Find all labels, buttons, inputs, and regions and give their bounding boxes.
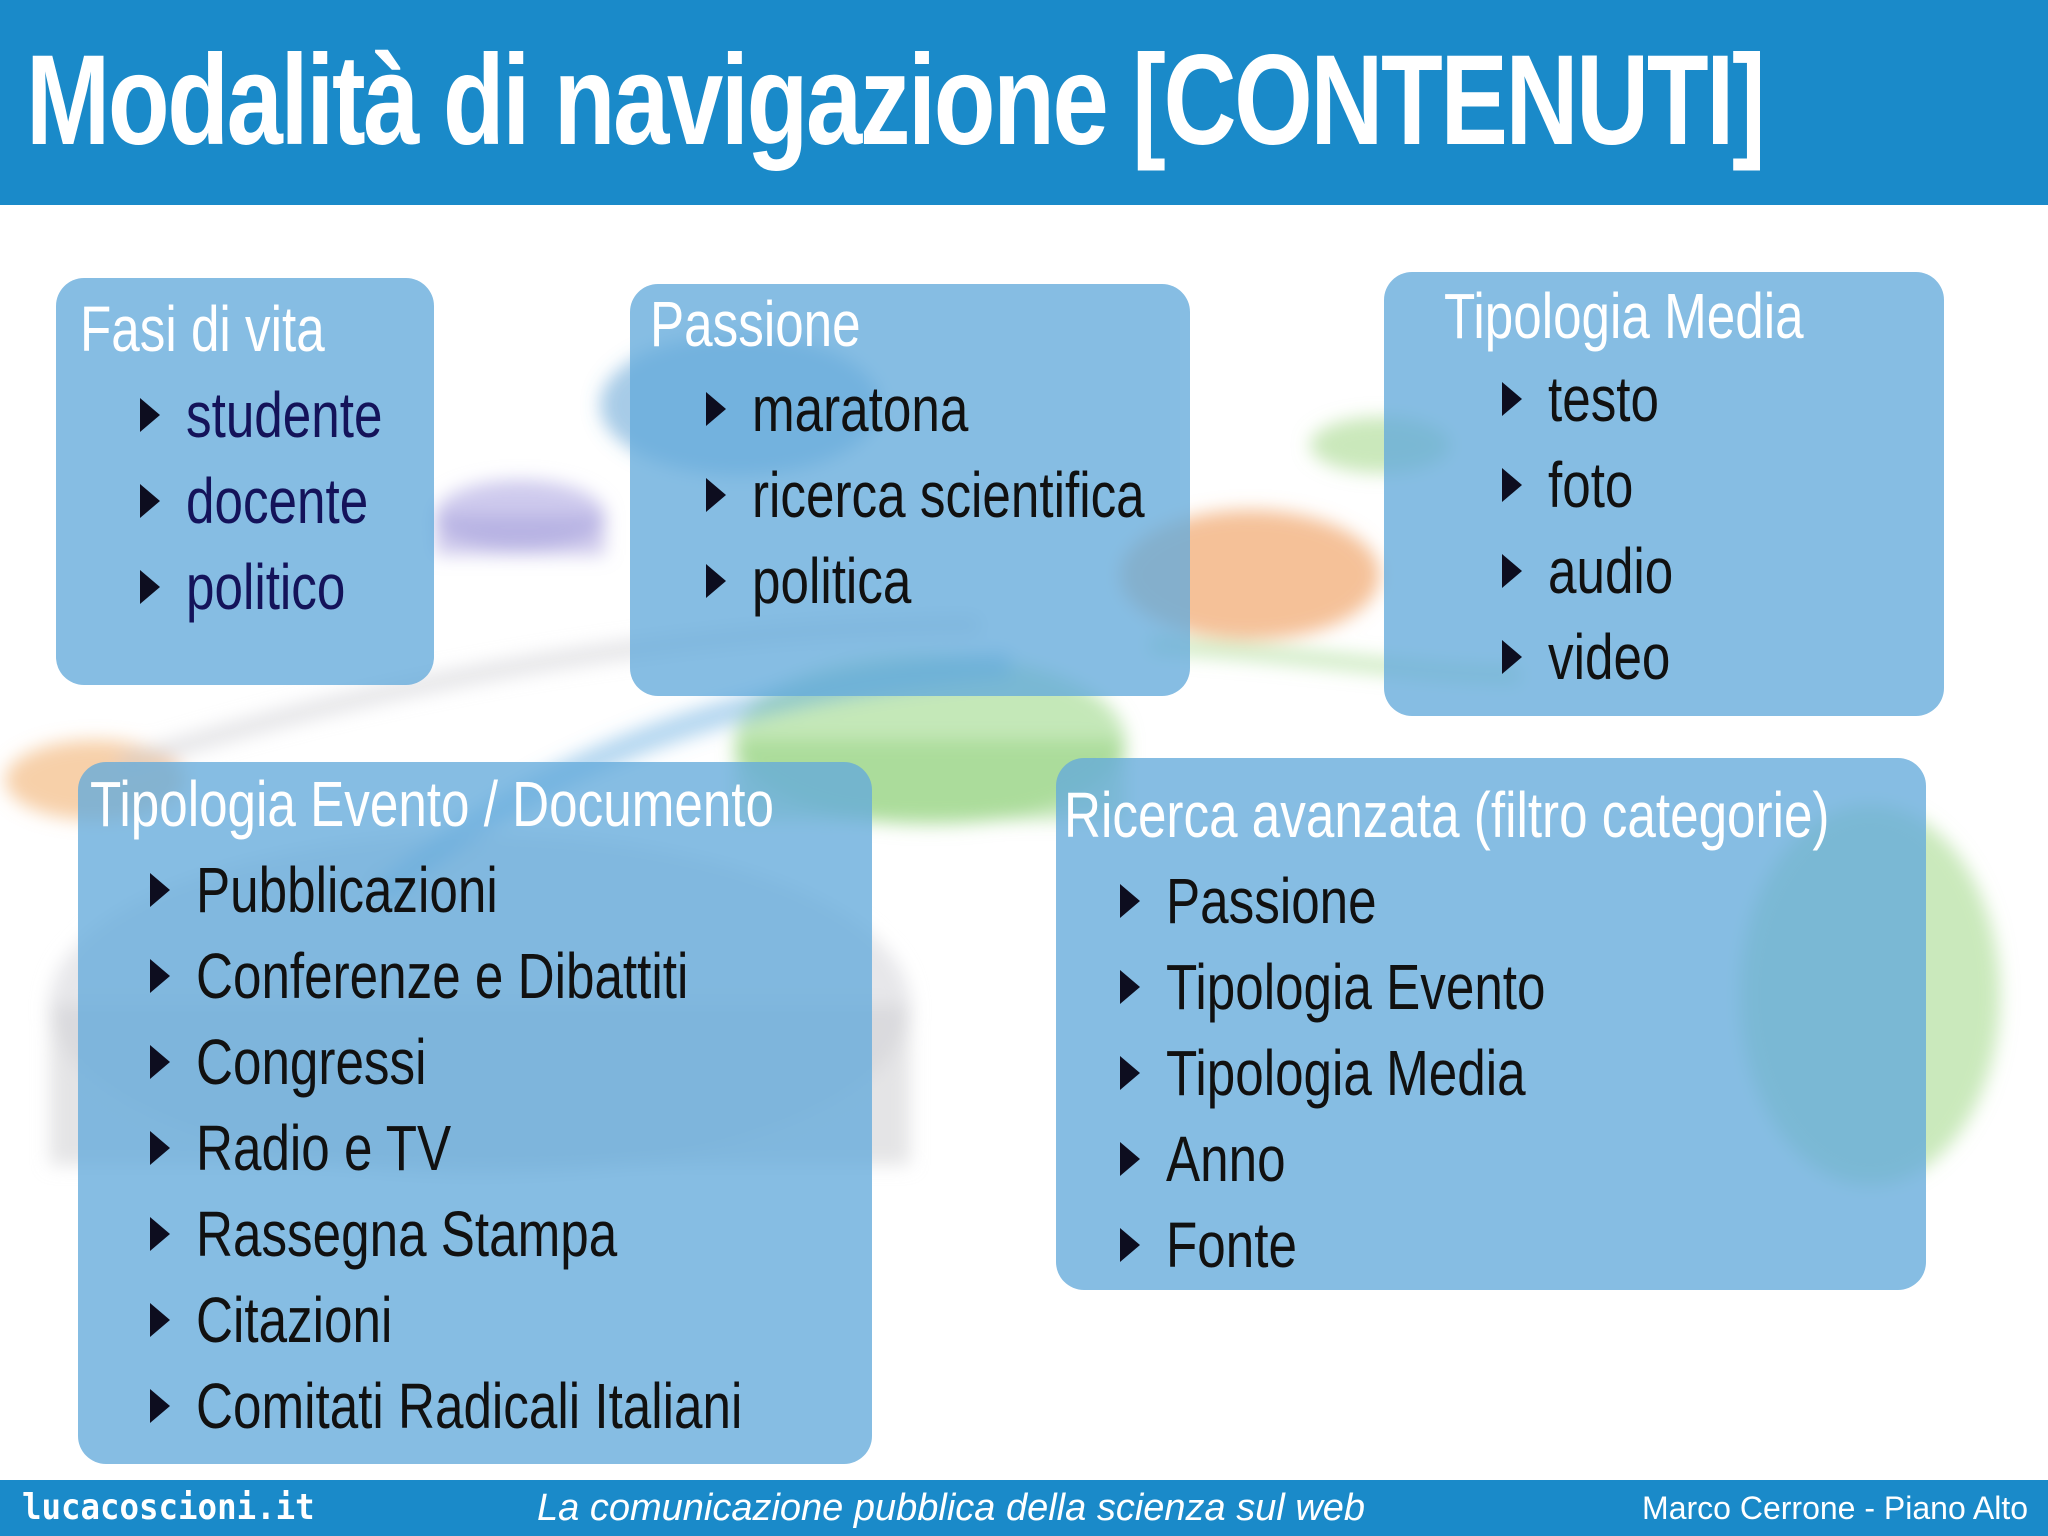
triangle-bullet-icon [150, 1389, 170, 1423]
triangle-bullet-icon [706, 564, 726, 598]
card-title: Fasi di vita [80, 293, 325, 365]
list-item-label: Radio e TV [196, 1112, 452, 1184]
triangle-bullet-icon [1120, 1228, 1140, 1262]
card-title: Ricerca avanzata (filtro categorie) [1064, 779, 1830, 851]
card-fasi-di-vita [56, 278, 434, 685]
triangle-bullet-icon [150, 1217, 170, 1251]
list-item-label: docente [186, 465, 369, 537]
triangle-bullet-icon [1502, 382, 1522, 416]
list-item-label: Comitati Radicali Italiani [196, 1370, 743, 1442]
triangle-bullet-icon [706, 478, 726, 512]
list-item-label: Anno [1166, 1123, 1286, 1195]
triangle-bullet-icon [1502, 554, 1522, 588]
triangle-bullet-icon [150, 1131, 170, 1165]
slide-title: Modalità di navigazione [CONTENUTI] [26, 29, 1764, 172]
card-title: Tipologia Evento / Documento [90, 768, 774, 840]
triangle-bullet-icon [150, 873, 170, 907]
list-item-label: video [1548, 621, 1671, 693]
card-title: Passione [650, 288, 861, 360]
list-item-label: audio [1548, 535, 1674, 607]
list-item-label: politica [752, 545, 912, 617]
triangle-bullet-icon [706, 392, 726, 426]
triangle-bullet-icon [150, 1303, 170, 1337]
triangle-bullet-icon [150, 959, 170, 993]
bg-disc-lilac-side [435, 515, 605, 555]
list-item-label: maratona [752, 373, 969, 445]
triangle-bullet-icon [150, 1045, 170, 1079]
list-item-label: studente [186, 379, 383, 451]
triangle-bullet-icon [140, 570, 160, 604]
triangle-bullet-icon [1120, 884, 1140, 918]
triangle-bullet-icon [1120, 1056, 1140, 1090]
card-title: Tipologia Media [1444, 280, 1804, 352]
list-item-label: Tipologia Media [1166, 1037, 1526, 1109]
triangle-bullet-icon [1502, 468, 1522, 502]
title-bar [0, 0, 2048, 205]
list-item-label: Rassegna Stampa [196, 1198, 618, 1270]
list-item-label: testo [1548, 363, 1659, 435]
list-item-label: Passione [1166, 865, 1377, 937]
list-item-label: Conferenze e Dibattiti [196, 940, 689, 1012]
list-item-label: Citazioni [196, 1284, 393, 1356]
card-tipologia-evento [78, 762, 872, 1464]
list-item-label: ricerca scientifica [752, 459, 1145, 531]
list-item-label: Pubblicazioni [196, 854, 498, 926]
card-ricerca-avanzata [1056, 758, 1926, 1290]
footer-bar [0, 1480, 2048, 1536]
list-item-label: politico [186, 551, 346, 623]
footer-site: lucacoscioni.it [22, 1487, 315, 1528]
footer-author: Marco Cerrone - Piano Alto [1642, 1490, 2028, 1526]
list-item-label: foto [1548, 449, 1634, 521]
card-tipologia-media [1384, 272, 1944, 716]
triangle-bullet-icon [1502, 640, 1522, 674]
triangle-bullet-icon [140, 484, 160, 518]
footer-tagline: La comunicazione pubblica della scienza sul web [537, 1487, 1366, 1529]
triangle-bullet-icon [140, 398, 160, 432]
list-item-label: Congressi [196, 1026, 427, 1098]
list-item-label: Tipologia Evento [1166, 951, 1546, 1023]
triangle-bullet-icon [1120, 1142, 1140, 1176]
card-passione [630, 284, 1190, 696]
triangle-bullet-icon [1120, 970, 1140, 1004]
list-item-label: Fonte [1166, 1209, 1297, 1281]
